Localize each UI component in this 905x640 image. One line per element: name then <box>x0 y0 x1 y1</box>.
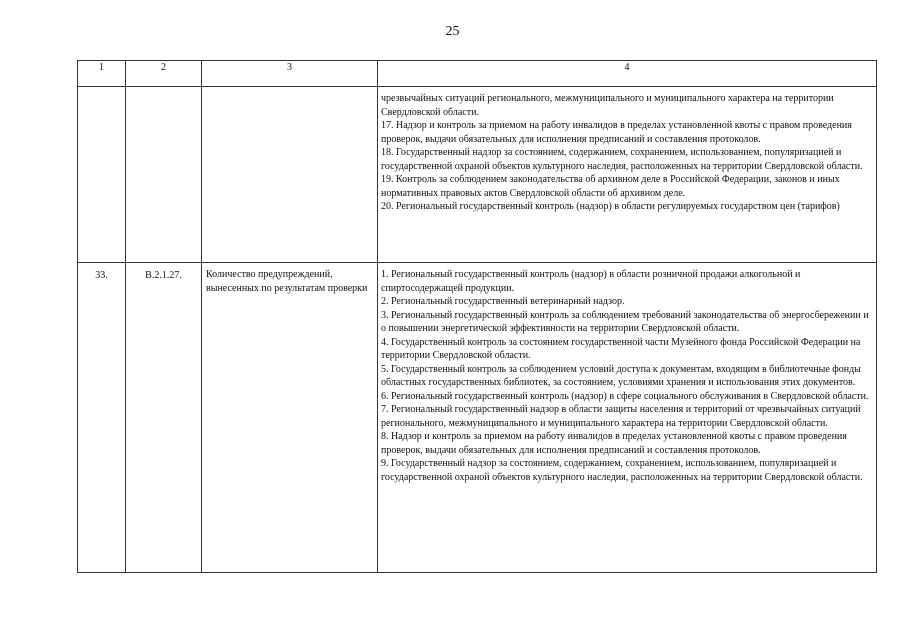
list-item: 9. Государственный надзор за состоянием, содержанием, сохранением, использованием, популяризацией и государственной охраной объектов культурного наследия, расположенных на территории Свердловской области. <box>381 458 863 483</box>
list-item: 4. Государственный контроль за состоянием государственной части Музейного фонда Российской Федерации на территории Свердловской области. <box>381 336 861 361</box>
list-item: 8. Надзор и контроль за приемом на работу инвалидов в пределах установленной квоты с правом проведения проверок, выдачи обязательных для исполнения предписаний и составления протоколов. <box>381 431 847 456</box>
indicator-name-cell <box>202 87 378 263</box>
header-col-2: 2 <box>126 61 202 87</box>
table-header-row <box>78 61 877 87</box>
list-item: 5. Государственный контроль за соблюдением условий доступа к документам, входящим в библиотечные фонды областных государственных библиотек, за состоянием, условиями хранения и использования этих документов. <box>381 363 861 388</box>
row-number-cell: 33. <box>78 263 126 573</box>
list-item: 7. Региональный государственный надзор в области защиты населения и территорий от чрезвычайных ситуаций регионального, межмуниципального и муниципального характера на территории Свердловской области. <box>381 404 861 429</box>
list-item: чрезвычайных ситуаций регионального, межмуниципального и муниципального характера на территории Свердловской области. <box>381 93 834 118</box>
row-number-cell <box>78 87 126 263</box>
list-item: 17. Надзор и контроль за приемом на работу инвалидов в пределах установленной квоты с правом проведения проверок, выдачи обязательных для исполнения предписаний и составления протоколов. <box>381 120 852 145</box>
control-types-cell <box>378 263 877 573</box>
table-row <box>78 263 877 573</box>
document-table <box>77 60 877 573</box>
table-row <box>78 87 877 263</box>
list-item: 20. Региональный государственный контроль (надзор) в области регулируемых государством цен (тарифов) <box>381 201 840 212</box>
control-types-cell <box>378 87 877 263</box>
header-col-4: 4 <box>378 61 877 87</box>
list-item: 6. Региональный государственный контроль (надзор) в сфере социального обслуживания в Свердловской области. <box>381 390 869 402</box>
indicator-code-cell: В.2.1.27. <box>126 263 202 573</box>
indicator-name-cell: Количество предупреждений, вынесенных по результатам проверки <box>202 263 378 573</box>
indicator-code-cell <box>126 87 202 263</box>
header-col-3: 3 <box>202 61 378 87</box>
list-item: 1. Региональный государственный контроль (надзор) в области розничной продажи алкогольной и спиртосодержащей продукции. <box>381 269 801 294</box>
page-number: 25 <box>445 24 460 39</box>
list-item: 3. Региональный государственный контроль за соблюдением требований законодательства об энергосбережении и о повышении энергетической эффективности на территории Свердловской области. <box>381 309 869 334</box>
list-item: 18. Государственный надзор за состоянием, содержанием, сохранением, использованием, популяризацией и государственной охраной объектов культурного наследия, расположенных на территории Свердловской области. <box>381 147 863 172</box>
list-item: 2. Региональный государственный ветеринарный надзор. <box>381 296 625 307</box>
list-item: 19. Контроль за соблюдением законодательства об архивном деле в Российской Федерации, законов и иных нормативных правовых актов Свердловской области об архивном деле. <box>381 174 840 199</box>
header-col-1: 1 <box>78 61 126 87</box>
